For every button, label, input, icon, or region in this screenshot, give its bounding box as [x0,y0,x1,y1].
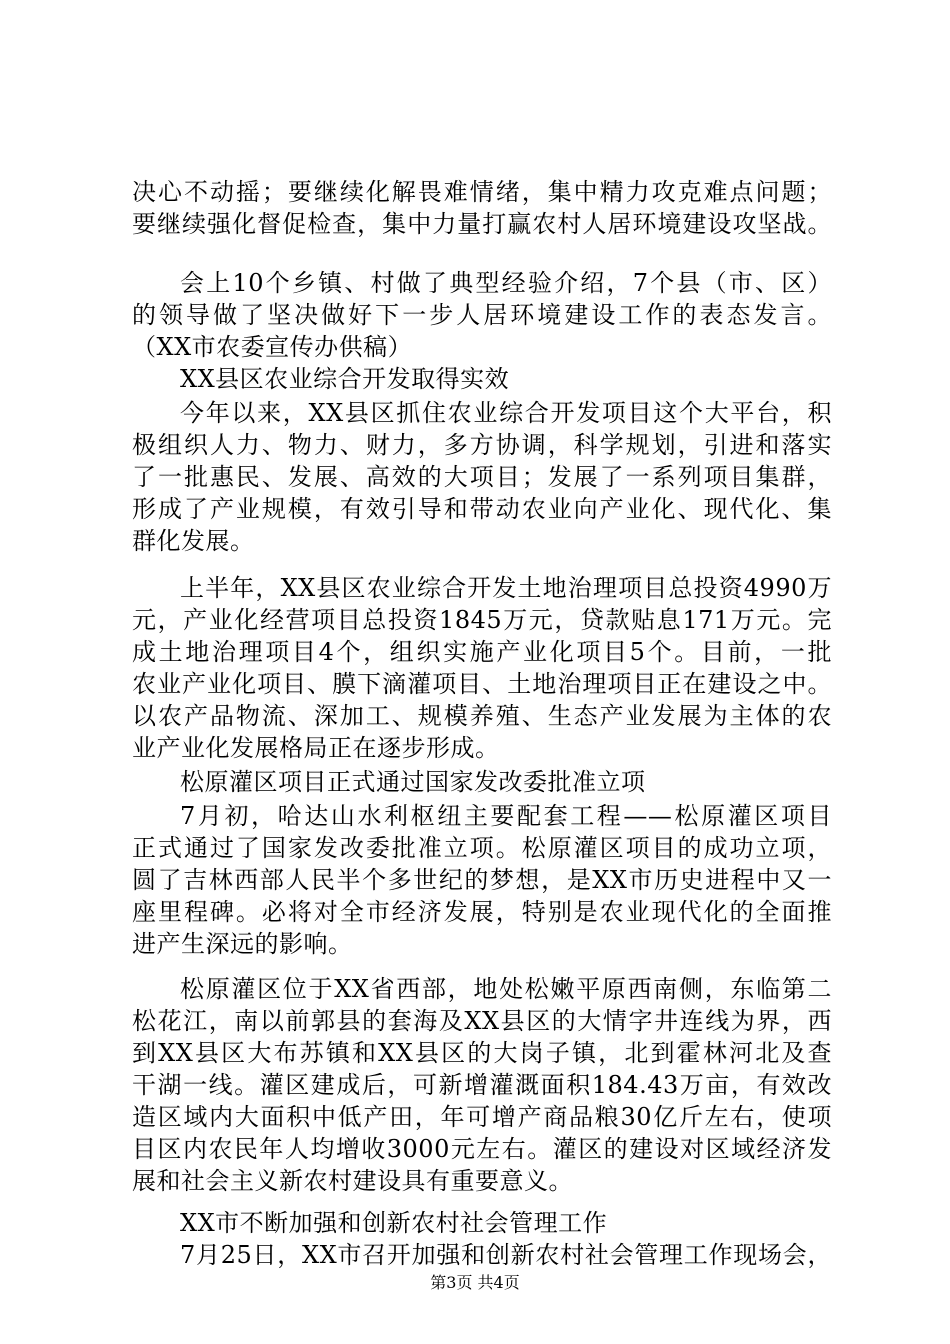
paragraph-line: 极组织人力、物力、财力，多方协调，科学规划，引进和落实 [132,431,832,459]
paragraph-line: 以农产品物流、深加工、规模养殖、生态产业发展为主体的农 [132,702,832,730]
paragraph-line: 圆了吉林西部人民半个多世纪的梦想，是XX市历史进程中又一 [132,866,832,894]
paragraph-line: 了一批惠民、发展、高效的大项目；发展了一系列项目集群， [132,463,832,491]
paragraph-line: 目区内农民年人均增收3000元左右。灌区的建设对区域经济发 [132,1135,832,1163]
paragraph-line: 农业产业化项目、膜下滴灌项目、土地治理项目正在建设之中。 [132,670,832,698]
paragraph-line: 群化发展。 [132,527,255,555]
section-heading: XX市不断加强和创新农村社会管理工作 [180,1209,608,1237]
paragraph-line: 决心不动摇；要继续化解畏难情绪，集中精力攻克难点问题； [132,178,832,206]
paragraph-line: 的领导做了坚决做好下一步人居环境建设工作的表态发言。 [132,301,832,329]
paragraph-line: 松花江，南以前郭县的套海及XX县区的大情字井连线为界，西 [132,1007,832,1035]
paragraph-line: 正式通过了国家发改委批准立项。松原灌区项目的成功立项， [132,834,832,862]
paragraph-line: 业产业化发展格局正在逐步形成。 [132,734,500,762]
paragraph-line: 座里程碑。必将对全市经济发展，特别是农业现代化的全面推 [132,898,832,926]
paragraph-line: 要继续强化督促检查，集中力量打赢农村人居环境建设攻坚战。 [132,210,832,238]
paragraph-line: 松原灌区位于XX省西部，地处松嫩平原西南侧，东临第二 [180,975,832,1003]
page-footer: 第3页 共4页 [430,1273,520,1292]
paragraph-line: 形成了产业规模，有效引导和带动农业向产业化、现代化、集 [132,495,832,523]
paragraph-line: （XX市农委宣传办供稿） [132,333,413,361]
paragraph-line: 进产生深远的影响。 [132,930,353,958]
paragraph-line: 7月初，哈达山水利枢纽主要配套工程——松原灌区项目 [180,802,832,830]
section-heading: XX县区农业综合开发取得实效 [180,365,510,393]
paragraph-line: 干湖一线。灌区建成后，可新增灌溉面积184.43万亩，有效改 [132,1071,832,1099]
paragraph-line: 上半年，XX县区农业综合开发土地治理项目总投资4990万 [180,574,832,602]
paragraph-line: 会上10个乡镇、村做了典型经验介绍，7个县（市、区） [180,269,832,297]
section-heading: 松原灌区项目正式通过国家发改委批准立项 [180,768,646,796]
paragraph-line: 元，产业化经营项目总投资1845万元，贷款贴息171万元。完 [132,606,832,634]
paragraph-line: 造区域内大面积中低产田，年可增产商品粮30亿斤左右，使项 [132,1103,832,1131]
paragraph-line: 到XX县区大布苏镇和XX县区的大岗子镇，北到霍林河北及查 [132,1039,832,1067]
paragraph-line: 今年以来，XX县区抓住农业综合开发项目这个大平台，积 [180,399,832,427]
paragraph-line: 展和社会主义新农村建设具有重要意义。 [132,1167,573,1195]
paragraph-line: 7月25日，XX市召开加强和创新农村社会管理工作现场会， [180,1241,832,1269]
paragraph-line: 成土地治理项目4个，组织实施产业化项目5个。目前，一批 [132,638,832,666]
